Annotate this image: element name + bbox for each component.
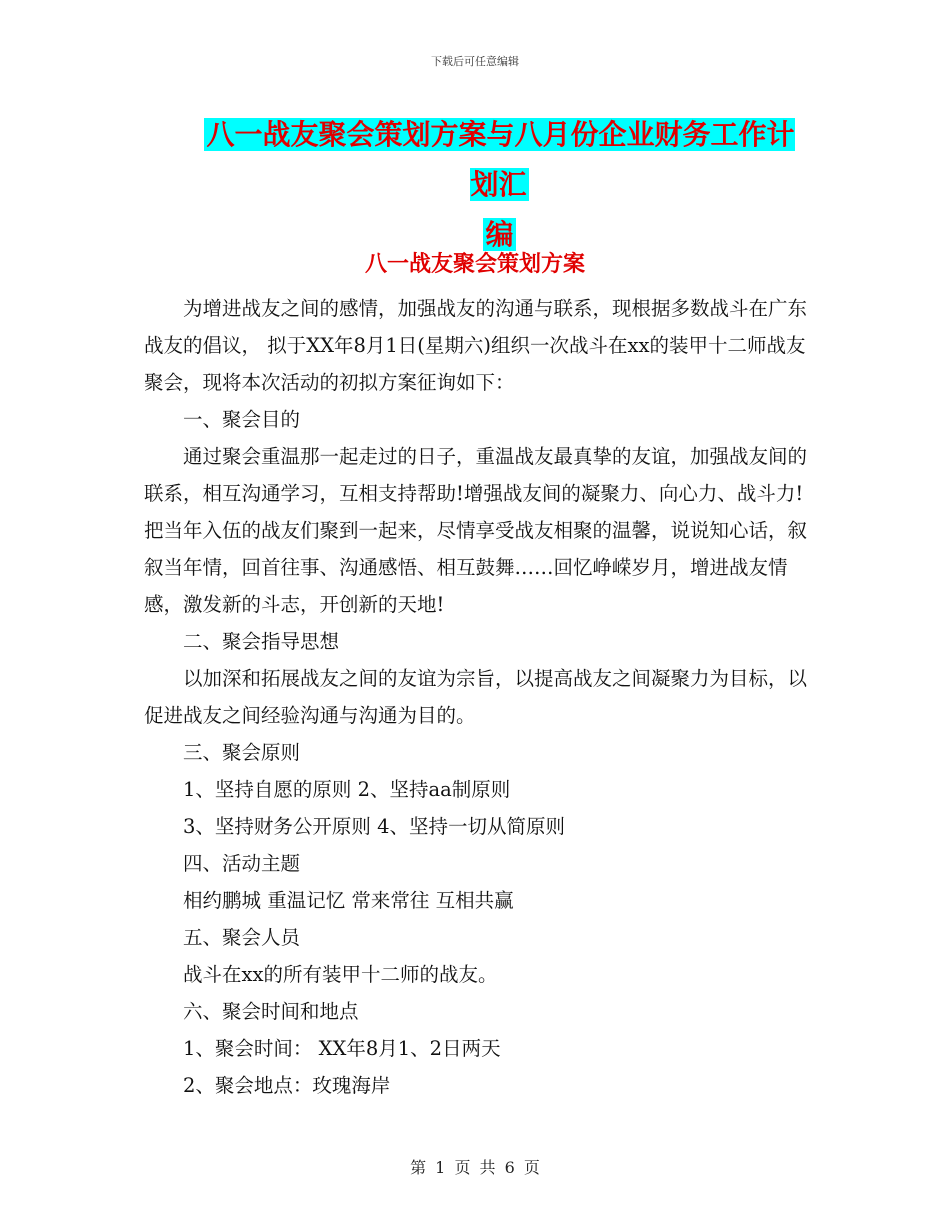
heading-theme: 四、活动主题 <box>183 852 301 875</box>
paragraph-guiding-idea: 以加深和拓展战友之间的友谊为宗旨，以提高战友之间凝聚力为目标，以促进战友之间经验沟通与沟通为目的。 <box>144 667 808 727</box>
paragraph-attendees: 战斗在xx的所有装甲十二师的战友。 <box>183 963 498 986</box>
document-title-line-2: 编 <box>485 218 514 251</box>
document-title-line-1: 八一战友聚会策划方案与八月份企业财务工作计划汇 <box>206 118 795 201</box>
section-title: 八一战友聚会策划方案 <box>364 252 585 277</box>
paragraph-time: 1、聚会时间： XX年8月1、2日两天 <box>183 1037 501 1060</box>
document-title <box>192 110 807 260</box>
paragraph-purpose: 通过聚会重温那一起走过的日子，重温战友最真挚的友谊，加强战友间的联系，相互沟通学习，互相支持帮助!增强战友间的凝聚力、向心力、战斗力!把当年入伍的战友们聚到一起来，尽情享受战友相聚的温馨，说说知心话，叙叙当年情，回首往事、沟通感悟、相互鼓舞……回忆峥嵘岁月，增进战友情感，激发新的斗志，开创新的天地! <box>144 445 808 616</box>
paragraph-theme: 相约鹏城 重温记忆 常来常往 互相共赢 <box>183 889 514 912</box>
heading-principles: 三、聚会原则 <box>183 741 301 764</box>
heading-guiding-idea: 二、聚会指导思想 <box>183 630 340 653</box>
principles-line-1: 1、坚持自愿的原则 2、坚持aa制原则 <box>183 778 511 801</box>
page-number: 第 1 页 共 6 页 <box>410 1158 540 1177</box>
heading-attendees: 五、聚会人员 <box>183 926 301 949</box>
heading-purpose: 一、聚会目的 <box>183 408 301 431</box>
paragraph-intro: 为增进战友之间的感情，加强战友的沟通与联系，现根据多数战斗在广东战友的倡议， 拟于XX年8月1日(星期六)组织一次战斗在xx的装甲十二师战友聚会，现将本次活动的初拟方案征询如下： <box>144 297 808 394</box>
heading-time-place: 六、聚会时间和地点 <box>183 1000 359 1023</box>
document-body <box>144 290 808 1104</box>
paragraph-place: 2、聚会地点：玫瑰海岸 <box>183 1074 391 1097</box>
principles-line-2: 3、坚持财务公开原则 4、坚持一切从简原则 <box>183 815 566 838</box>
page-header-note: 下载后可任意编辑 <box>431 55 519 68</box>
